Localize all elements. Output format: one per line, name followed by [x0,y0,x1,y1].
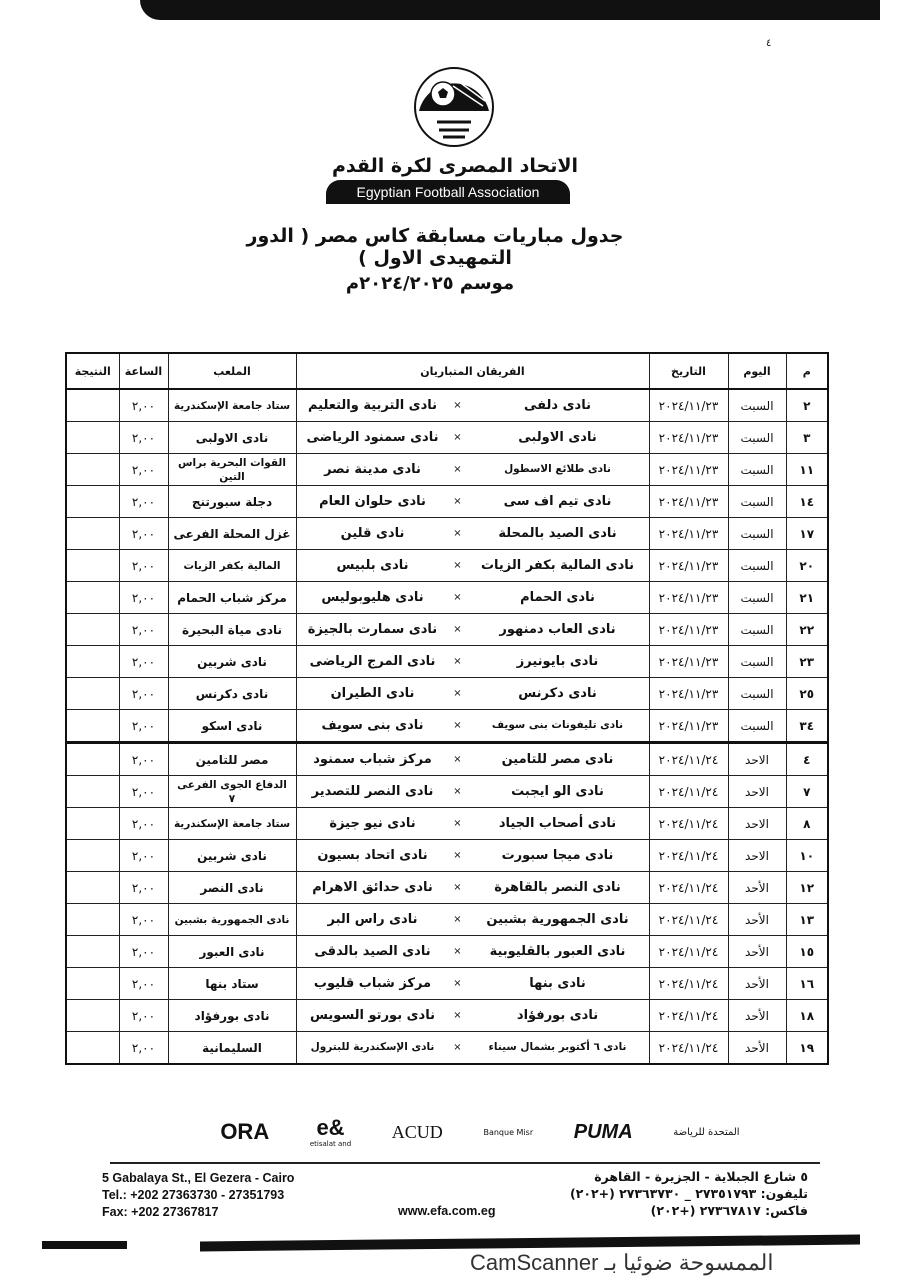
match-date: ٢٠٢٤/١١/٢٤ [649,1032,728,1065]
home-team: نادى الصيد بالمحلة [498,526,617,541]
match-day: الأحد [728,872,786,904]
match-day: الأحد [728,968,786,1000]
teams-wrap [297,582,649,613]
home-team: نادى طلائع الاسطول [504,463,611,475]
match-result [66,808,119,840]
match-number: ١١ [786,454,828,486]
match-day: الاحد [728,808,786,840]
match-day: الاحد [728,776,786,808]
home-team: نادى دكرنس [518,686,597,701]
teams-wrap [297,486,649,517]
match-day: السبت [728,582,786,614]
table-row [66,840,828,872]
away-team: نادى راس البر [327,912,418,927]
match-time: ٢,٠٠ [119,518,168,550]
teams-wrap [297,808,649,839]
match-stadium: نادى اسكو [168,710,296,743]
col-num: م [786,353,828,389]
home-team: نادى ٦ أكتوبر بشمال سيناء [488,1041,627,1053]
col-time: الساعة [119,353,168,389]
match-time: ٢,٠٠ [119,486,168,518]
match-result [66,678,119,710]
teams-wrap [297,968,649,999]
home-team: نادى أصحاب الجياد [498,816,617,831]
home-team: نادى العاب دمنهور [499,622,616,637]
match-time: ٢,٠٠ [119,614,168,646]
vs-mark: × [453,656,462,667]
united-sports-logo: المتحدة للرياضة [673,1126,740,1138]
table-row [66,904,828,936]
ora-logo: ORA [220,1119,270,1144]
match-result [66,743,119,776]
match-stadium: نادى شربين [168,840,296,872]
match-stadium: دجلة سبورتنج [168,486,296,518]
match-day: الأحد [728,1032,786,1065]
table-row [66,646,828,678]
match-time: ٢,٠٠ [119,1032,168,1065]
match-result [66,936,119,968]
match-result [66,582,119,614]
away-team: نادى اتحاد بسيون [317,848,428,863]
away-team: نادى سمنود الرياضى [306,430,439,445]
teams-wrap [297,936,649,967]
match-stadium: مصر للتامين [168,743,296,776]
etisalat-label: etisalat and [309,1139,352,1148]
match-date: ٢٠٢٤/١١/٢٣ [649,389,728,422]
match-teams [296,1032,649,1065]
match-teams [296,646,649,678]
home-team: نادى الاولبى [518,430,597,445]
teams-wrap [297,422,649,453]
home-team: نادى العبور بالقليوبية [489,944,626,959]
match-time: ٢,٠٠ [119,454,168,486]
match-number: ٢١ [786,582,828,614]
match-result [66,872,119,904]
away-team: مركز شباب قليوب [313,976,432,991]
teams-wrap [297,518,649,549]
match-teams [296,840,649,872]
table-row [66,808,828,840]
fax-en: Fax: +202 27367817 [102,1205,219,1219]
vs-mark: × [453,946,462,957]
match-stadium: نادى النصر [168,872,296,904]
match-teams [296,710,649,743]
match-number: ١٤ [786,486,828,518]
sponsor-logos [200,1112,760,1152]
match-schedule-table [65,352,829,1065]
match-number: ١٠ [786,840,828,872]
vs-mark: × [453,464,462,475]
match-result [66,968,119,1000]
match-result [66,486,119,518]
match-day: السبت [728,518,786,550]
footer-divider [110,1162,820,1164]
address-line-ar: ٥ شارع الجبلاية - الجزيرة - القاهرة [594,1169,808,1184]
match-result [66,550,119,582]
match-day: السبت [728,486,786,518]
fax-ar: فاكس: ٢٧٣٦٧٨١٧ (+٢٠٢) [650,1203,808,1218]
match-time: ٢,٠٠ [119,840,168,872]
match-number: ١٩ [786,1032,828,1065]
away-team: نادى التربية والتعليم [307,398,438,413]
match-number: ٢٥ [786,678,828,710]
match-time: ٢,٠٠ [119,678,168,710]
match-result [66,422,119,454]
match-date: ٢٠٢٤/١١/٢٣ [649,646,728,678]
match-teams [296,582,649,614]
match-stadium: نادى العبور [168,936,296,968]
match-stadium: الدفاع الجوى الفرعى ٧ [168,776,296,808]
match-number: ٢٢ [786,614,828,646]
match-time: ٢,٠٠ [119,422,168,454]
match-date: ٢٠٢٤/١١/٢٣ [649,454,728,486]
tel-ar: تليفون: ٢٧٣٥١٧٩٣ _ ٢٧٣٦٣٧٣٠ (+٢٠٢) [570,1186,808,1201]
match-time: ٢,٠٠ [119,808,168,840]
match-date: ٢٠٢٤/١١/٢٤ [649,968,728,1000]
match-stadium: نادى مياة البحيرة [168,614,296,646]
match-date: ٢٠٢٤/١١/٢٣ [649,582,728,614]
match-stadium: المالية بكفر الزيات [168,550,296,582]
away-team: نادى مدينة نصر [324,462,421,477]
vs-mark: × [453,882,462,893]
match-time: ٢,٠٠ [119,776,168,808]
table-row [66,710,828,743]
match-date: ٢٠٢٤/١١/٢٤ [649,1000,728,1032]
match-date: ٢٠٢٤/١١/٢٤ [649,904,728,936]
org-name-en: Egyptian Football Association [326,180,570,204]
home-team: نادى الو ايجبت [511,784,604,799]
match-number: ١٦ [786,968,828,1000]
match-result [66,389,119,422]
match-day: السبت [728,422,786,454]
etisalat-logo [310,1116,351,1149]
away-team: نادى المرج الرياضى [309,654,436,669]
col-result: النتيجة [66,353,119,389]
away-team: نادى الطيران [330,686,415,701]
table-row [66,872,828,904]
match-date: ٢٠٢٤/١١/٢٣ [649,518,728,550]
match-stadium: نادى بورفؤاد [168,1000,296,1032]
match-stadium: ستاد جامعة الإسكندرية [168,389,296,422]
match-number: ٨ [786,808,828,840]
match-result [66,840,119,872]
teams-wrap [297,872,649,903]
home-team: نادى بايونيرز [516,654,599,669]
match-number: ٣ [786,422,828,454]
teams-wrap [297,550,649,581]
match-result [66,1000,119,1032]
match-day: السبت [728,454,786,486]
away-team: نادى حدائق الاهرام [312,880,433,895]
match-date: ٢٠٢٤/١١/٢٤ [649,840,728,872]
match-time: ٢,٠٠ [119,968,168,1000]
match-teams [296,422,649,454]
vs-mark: × [453,528,462,539]
teams-wrap [297,614,649,645]
home-team: نادى بنها [529,976,586,991]
match-stadium: القوات البحرية براس التين [168,454,296,486]
match-number: ٤ [786,743,828,776]
match-stadium: ستاد جامعة الإسكندرية [168,808,296,840]
vs-mark: × [453,496,462,507]
teams-wrap [297,840,649,871]
match-time: ٢,٠٠ [119,872,168,904]
home-team: نادى الحمام [520,590,595,605]
col-day: اليوم [728,353,786,389]
teams-wrap [297,710,649,741]
away-team: نادى بنى سويف [321,718,424,733]
table-row [66,968,828,1000]
home-team: نادى ميجا سبورت [501,848,614,863]
table-row [66,422,828,454]
teams-wrap [297,744,649,775]
match-time: ٢,٠٠ [119,389,168,422]
address-en [102,1170,294,1221]
home-team: نادى تليفونات بنى سويف [491,719,624,731]
away-team: نادى الإسكندرية للبترول [310,1041,435,1053]
away-team: نادى بورتو السويس [310,1008,435,1023]
match-number: ١٢ [786,872,828,904]
match-teams [296,968,649,1000]
puma-logo: PUMA [573,1120,633,1143]
away-team: نادى الصيد بالدقى [314,944,431,959]
vs-mark: × [453,914,462,925]
table-row [66,582,828,614]
match-teams [296,486,649,518]
match-day: السبت [728,550,786,582]
away-team: نادى قلين [340,526,405,541]
vs-mark: × [453,720,462,731]
tel-en: Tel.: +202 27363730 - 27351793 [102,1188,285,1202]
col-stadium: الملعب [168,353,296,389]
scan-edge-top [140,0,880,20]
match-date: ٢٠٢٤/١١/٢٣ [649,614,728,646]
banque-misr-logo: Banque Misr [483,1127,534,1137]
table-row [66,678,828,710]
match-number: ١٧ [786,518,828,550]
vs-mark: × [453,432,462,443]
match-date: ٢٠٢٤/١١/٢٣ [649,550,728,582]
match-time: ٢,٠٠ [119,646,168,678]
table-row [66,743,828,776]
away-team: نادى نيو جيزة [329,816,416,831]
address-line-en: 5 Gabalaya St., El Gezera - Cairo [102,1171,295,1185]
table-row [66,936,828,968]
teams-wrap [297,1032,649,1063]
match-stadium: نادى شربين [168,646,296,678]
match-number: ٢٣ [786,646,828,678]
home-team: نادى المالية بكفر الزيات [480,558,635,573]
match-teams [296,454,649,486]
match-result [66,710,119,743]
match-stadium: مركز شباب الحمام [168,582,296,614]
teams-wrap [297,776,649,807]
match-result [66,454,119,486]
table-row [66,776,828,808]
home-team: نادى الجمهورية بشبين [486,912,629,927]
match-time: ٢,٠٠ [119,582,168,614]
match-time: ٢,٠٠ [119,710,168,743]
vs-mark: × [453,1010,462,1021]
match-time: ٢,٠٠ [119,550,168,582]
match-result [66,614,119,646]
match-number: ١٣ [786,904,828,936]
match-stadium: نادى الاولبى [168,422,296,454]
match-teams [296,936,649,968]
efa-logo-icon [413,66,495,148]
camscanner-watermark: الممسوحة ضوئيا بـ CamScanner [470,1250,774,1275]
teams-wrap [297,646,649,677]
acud-logo: ACUD [391,1121,443,1142]
match-number: ٣٤ [786,710,828,743]
page-title: جدول مباريات مسابقة كاس مصر ( الدور التمهيدى الاول ) [246,225,624,269]
away-team: نادى النصر للتصدير [311,784,434,799]
away-team: مركز شباب سمنود [313,752,432,767]
match-day: الأحد [728,904,786,936]
match-date: ٢٠٢٤/١١/٢٤ [649,808,728,840]
teams-wrap [297,678,649,709]
teams-wrap [297,454,649,485]
match-stadium: ستاد بنها [168,968,296,1000]
match-date: ٢٠٢٤/١١/٢٤ [649,743,728,776]
match-number: ١٨ [786,1000,828,1032]
match-date: ٢٠٢٤/١١/٢٤ [649,872,728,904]
match-time: ٢,٠٠ [119,936,168,968]
vs-mark: × [453,978,462,989]
address-ar [570,1168,808,1219]
col-date: التاريخ [649,353,728,389]
vs-mark: × [453,560,462,571]
match-date: ٢٠٢٤/١١/٢٣ [649,486,728,518]
match-day: الاحد [728,743,786,776]
col-teams: الفريقان المتباريان [296,353,649,389]
match-teams [296,614,649,646]
match-date: ٢٠٢٤/١١/٢٣ [649,678,728,710]
match-day: السبت [728,646,786,678]
match-date: ٢٠٢٤/١١/٢٤ [649,936,728,968]
match-teams [296,808,649,840]
home-team: نادى تيم اف سى [503,494,612,509]
match-time: ٢,٠٠ [119,743,168,776]
match-result [66,904,119,936]
match-number: ١٥ [786,936,828,968]
table-row [66,486,828,518]
match-teams [296,678,649,710]
match-number: ٢٠ [786,550,828,582]
match-day: الأحد [728,936,786,968]
match-day: الاحد [728,840,786,872]
season-label: موسم ٢٠٢٤/٢٠٢٥م [345,273,515,294]
match-day: الأحد [728,1000,786,1032]
match-stadium: نادى الجمهورية بشبين [168,904,296,936]
match-number: ٧ [786,776,828,808]
match-teams [296,743,649,776]
match-teams [296,389,649,422]
match-teams [296,776,649,808]
match-number: ٢ [786,389,828,422]
vs-mark: × [453,400,462,411]
match-teams [296,518,649,550]
table-row [66,1000,828,1032]
table-row [66,614,828,646]
match-time: ٢,٠٠ [119,1000,168,1032]
match-time: ٢,٠٠ [119,904,168,936]
match-stadium: غزل المحلة الفرعى [168,518,296,550]
home-team: نادى مصر للتامين [501,752,614,767]
match-teams [296,550,649,582]
teams-wrap [297,390,649,421]
etisalat-mark: e& [316,1114,345,1140]
match-teams [296,904,649,936]
match-teams [296,1000,649,1032]
teams-wrap [297,904,649,935]
vs-mark: × [453,592,462,603]
home-team: نادى دلفى [524,398,591,413]
home-team: نادى النصر بالقاهرة [494,880,621,895]
away-team: نادى هليوبوليس [321,590,424,605]
match-teams [296,872,649,904]
teams-wrap [297,1000,649,1031]
table-row [66,518,828,550]
org-name-ar: الاتحاد المصرى لكرة القدم [332,155,578,177]
match-stadium: نادى دكرنس [168,678,296,710]
match-result [66,776,119,808]
match-date: ٢٠٢٤/١١/٢٣ [649,710,728,743]
scan-edge-bottom-left [42,1241,127,1249]
table-row [66,389,828,422]
match-date: ٢٠٢٤/١١/٢٤ [649,776,728,808]
vs-mark: × [453,818,462,829]
match-stadium: السليمانية [168,1032,296,1065]
table-row [66,550,828,582]
vs-mark: × [453,754,462,765]
vs-mark: × [453,850,462,861]
home-team: نادى بورفؤاد [516,1008,599,1023]
away-team: نادى بلبيس [336,558,409,573]
match-day: السبت [728,678,786,710]
away-team: نادى سمارت بالجيزة [307,622,438,637]
match-date: ٢٠٢٤/١١/٢٣ [649,422,728,454]
scan-edge-bottom [200,1235,860,1252]
vs-mark: × [453,1042,462,1053]
vs-mark: × [453,786,462,797]
match-day: السبت [728,389,786,422]
match-day: السبت [728,710,786,743]
match-result [66,1032,119,1065]
match-result [66,518,119,550]
vs-mark: × [453,624,462,635]
table-header-row [66,353,828,389]
match-result [66,646,119,678]
match-day: السبت [728,614,786,646]
vs-mark: × [453,688,462,699]
website-link[interactable]: www.efa.com.eg [398,1204,496,1218]
page-mark: ٤ [766,38,772,49]
table-row [66,454,828,486]
away-team: نادى حلوان العام [319,494,426,509]
table-row [66,1032,828,1065]
